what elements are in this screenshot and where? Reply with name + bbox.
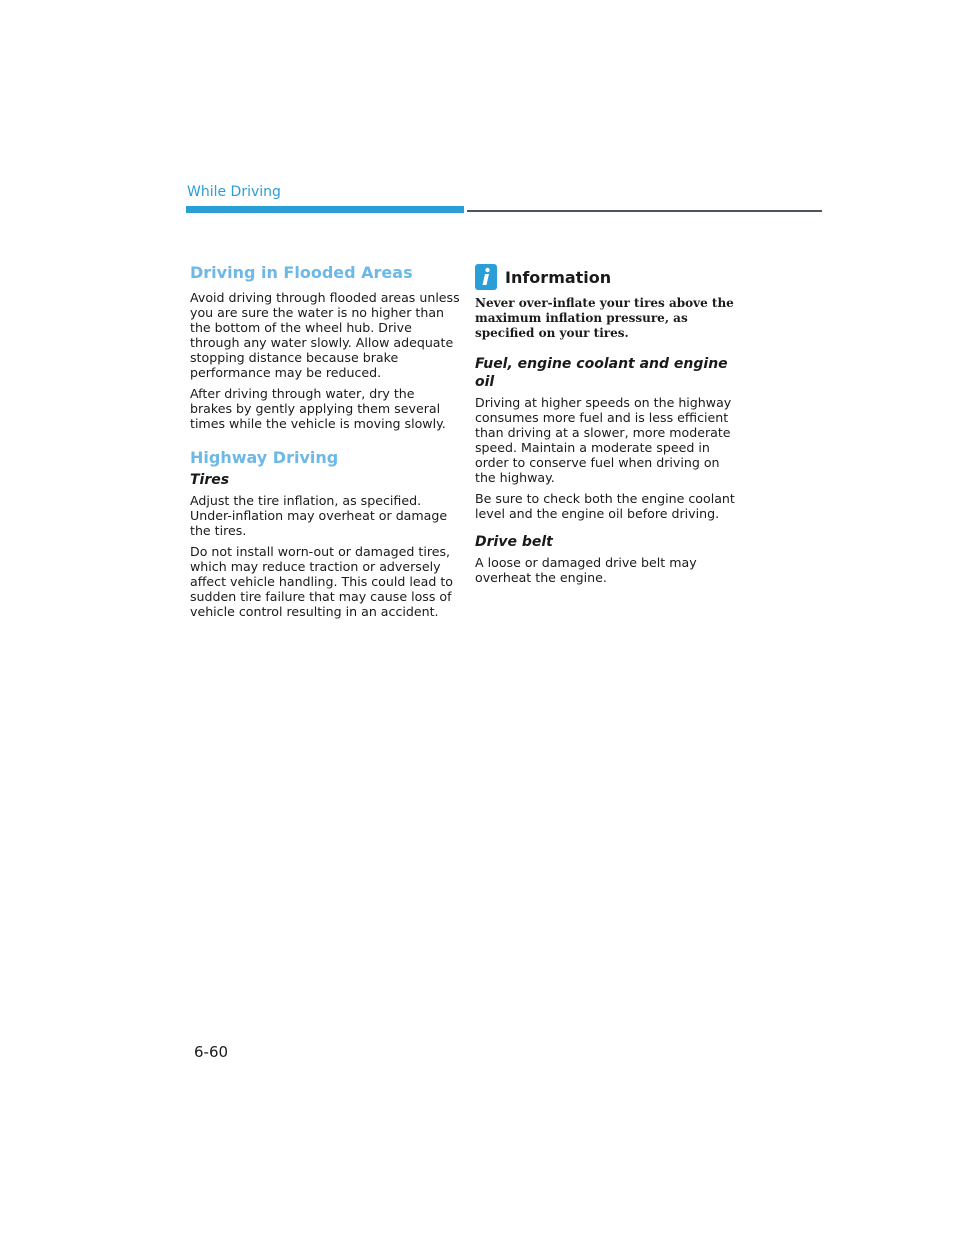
tires-paragraph-1: Adjust the tire inflation, as specified. Under-inflation may overheat or damage the tires. [190, 493, 448, 538]
fuel-paragraph-2: Be sure to check both the engine coolant level and the engine oil before driving. [475, 491, 735, 521]
drive-belt-paragraph: A loose or damaged drive belt may overheat the engine. [475, 555, 697, 585]
fuel-paragraph-1: Driving at higher speeds on the highway consumes more fuel and is less efficient than driving at a slower, more moderate speed. Maintain a moderate speed in order to conserve fuel when driving on the highway. [475, 395, 732, 485]
tires-paragraph-2: Do not install worn-out or damaged tires, which may reduce traction or adversely affect vehicle handling. This could lead to sudden tire failure that may cause loss of vehicle control resulting in an accident. [190, 544, 453, 619]
highway-driving-title: Highway Driving [190, 448, 339, 467]
drive-belt-title: Drive belt [475, 534, 553, 550]
information-text: Never over-inflate your tires above the maximum inflation pressure, as specified on your tires. [475, 296, 734, 340]
flooded-areas-paragraph-2: After driving through water, dry the brakes by gently applying them several times while the vehicle is moving slowly. [190, 386, 446, 431]
right-column [475, 264, 740, 591]
fuel-coolant-oil-title: Fuel, engine coolant and engine oil [475, 356, 728, 390]
flooded-areas-title: Driving in Flooded Areas [190, 263, 413, 282]
information-title: Information [505, 267, 612, 287]
info-icon [475, 264, 497, 290]
header-rule-accent [186, 206, 464, 213]
header-rule-thin [467, 210, 822, 212]
page-number: 6-60 [194, 1043, 229, 1061]
left-column [190, 262, 460, 625]
flooded-areas-paragraph-1: Avoid driving through flooded areas unless you are sure the water is no higher than the bottom of the wheel hub. Drive through any water slowly. Allow adequate stopping distance because brake performance may be reduced. [190, 290, 460, 380]
tires-subtitle: Tires [190, 472, 230, 488]
information-box-header [475, 264, 740, 290]
section-header: While Driving [187, 184, 281, 200]
